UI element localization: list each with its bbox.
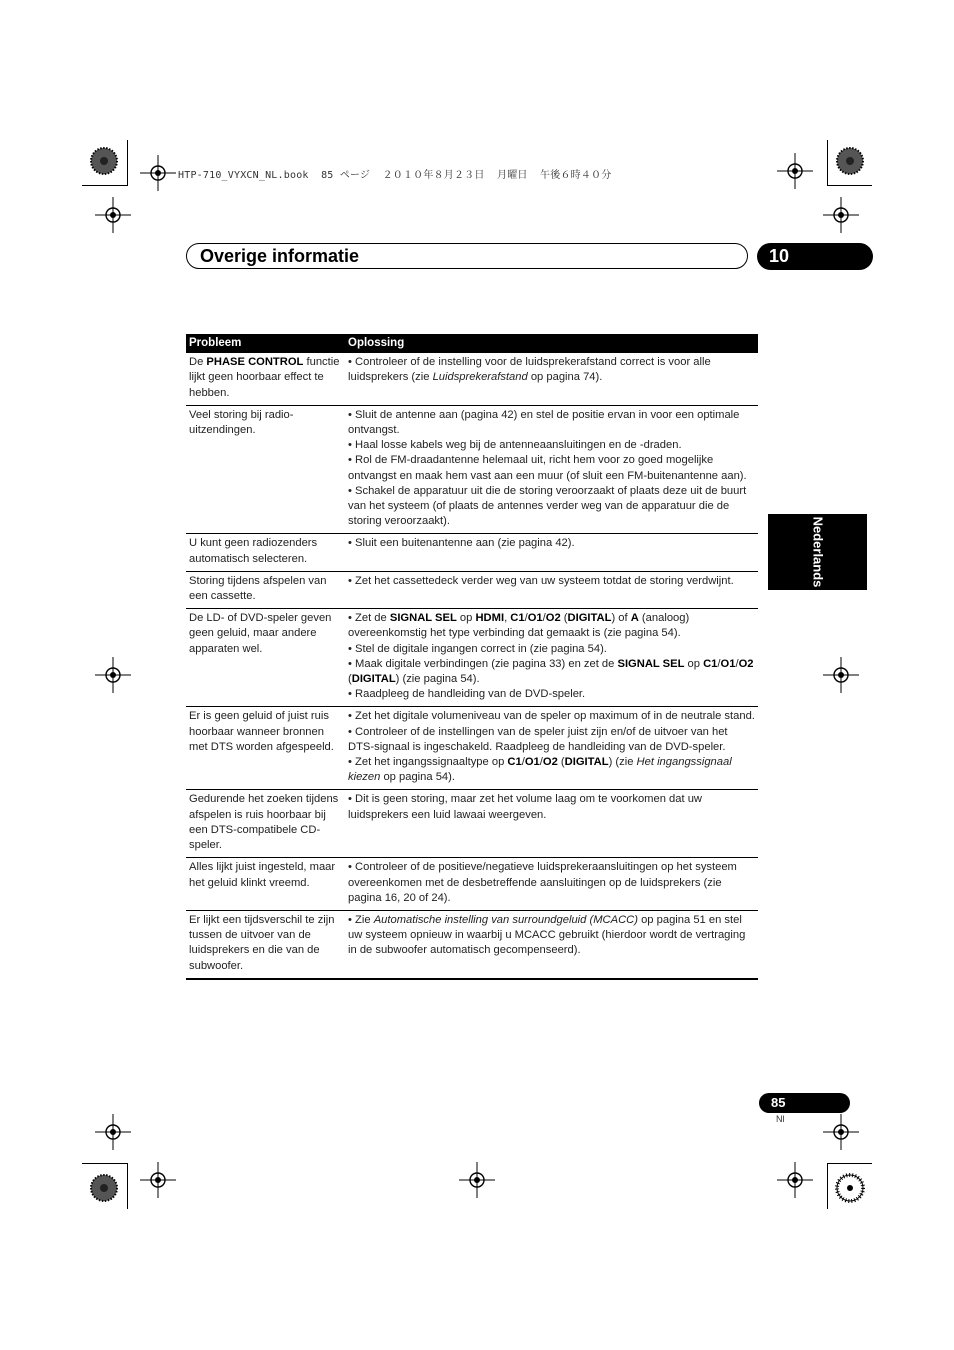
solution-line: • Zet het digitale volumeniveau van de speler op maximum of in de neutrale stand. bbox=[348, 710, 755, 723]
solution-line: • Controleer of de instelling voor de luidsprekerafstand correct is voor alle luidsprekers (zie Luidsprekerafstand op pagina 74). bbox=[348, 356, 711, 384]
solution-line: • Raadpleeg de handleiding van de DVD-speler. bbox=[348, 688, 586, 701]
solution-cell bbox=[345, 353, 758, 405]
color-target-icon bbox=[835, 1173, 865, 1203]
solution-line: • Zet het cassettedeck verder weg van uw systeem totdat de storing verdwijnt. bbox=[348, 574, 734, 587]
table-row bbox=[186, 790, 758, 858]
table-row bbox=[186, 405, 758, 534]
color-target-icon bbox=[835, 146, 865, 176]
solution-line: • Haal losse kabels weg bij de antenneaansluitingen en de -draden. bbox=[348, 439, 682, 452]
crop-mark bbox=[827, 1163, 828, 1209]
crop-mark bbox=[82, 185, 127, 186]
language-tab bbox=[768, 514, 867, 590]
color-target-icon bbox=[89, 1173, 119, 1203]
table-row bbox=[186, 534, 758, 571]
registration-mark-icon bbox=[777, 1162, 813, 1198]
problem-cell: U kunt geen radiozenders automatisch selecteren. bbox=[186, 534, 345, 571]
registration-mark-icon bbox=[823, 197, 859, 233]
solution-line: • Dit is geen storing, maar zet het volume laag om te voorkomen dat uw luidsprekers een luid lawaai weergeven. bbox=[348, 793, 703, 821]
crop-mark bbox=[827, 140, 828, 186]
problem-cell: De PHASE CONTROL functie lijkt geen hoorbaar effect te hebben. bbox=[189, 356, 340, 399]
table-row bbox=[186, 707, 758, 790]
solution-cell bbox=[345, 571, 758, 608]
solution-line: • Sluit de antenne aan (pagina 42) en stel de positie ervan in voor een optimale ontvangst. bbox=[348, 408, 740, 437]
problem-cell: Gedurende het zoeken tijdens afspelen is ruis hoorbaar bij een DTS-compatibele CD-speler. bbox=[186, 790, 345, 858]
table-row bbox=[186, 353, 758, 405]
solution-cell bbox=[345, 858, 758, 911]
solution-cell bbox=[345, 609, 758, 707]
chapter-number: 10 bbox=[757, 243, 873, 270]
table-header-row bbox=[186, 334, 758, 353]
solution-cell bbox=[345, 790, 758, 858]
column-header-solution: Oplossing bbox=[345, 334, 758, 353]
registration-mark-icon bbox=[95, 197, 131, 233]
print-header: HTP-710_VYXCN_NL.book 85 ページ ２０１０年８月２３日 月曜日 午後６時４０分 bbox=[178, 170, 612, 181]
solution-line: • Maak digitale verbindingen (zie pagina 33) en zet de SIGNAL SEL op C1/O1/O2 (DIGITAL) (zie pagina 54). bbox=[348, 657, 754, 686]
problem-cell: De LD- of DVD-speler geven geen geluid, maar andere apparaten wel. bbox=[186, 609, 345, 707]
registration-mark-icon bbox=[823, 1114, 859, 1150]
table-row bbox=[186, 571, 758, 608]
table-row bbox=[186, 609, 758, 707]
registration-mark-icon bbox=[95, 657, 131, 693]
registration-mark-icon bbox=[95, 1114, 131, 1150]
language-tab-label: Nederlands bbox=[810, 516, 826, 588]
table-row bbox=[186, 910, 758, 978]
solution-line: • Zet het ingangssignaaltype op C1/O1/O2 (DIGITAL) (zie Het ingangssignaal kiezen op pagina 54). bbox=[348, 756, 732, 784]
solution-line: • Controleer of de instellingen van de speler juist zijn en/of de uitvoer van het DTS-signaal is ingeschakeld. Raadpleeg de handleiding van de DVD-speler. bbox=[348, 725, 728, 753]
registration-mark-icon bbox=[140, 155, 176, 191]
table-row bbox=[186, 858, 758, 911]
solution-line: • Schakel de apparatuur uit die de storing veroorzaakt of plaats deze uit de buurt van het systeem (of plaats de antennes verder weg van de apparatuur die de storing veroorzaakt). bbox=[348, 484, 747, 528]
crop-mark bbox=[82, 1163, 127, 1164]
problem-cell: Storing tijdens afspelen van een cassette. bbox=[186, 571, 345, 608]
problem-cell: Er is geen geluid of juist ruis hoorbaar wanneer bronnen met DTS worden afgespeeld. bbox=[186, 707, 345, 790]
chapter-title: Overige informatie bbox=[200, 246, 360, 266]
solution-line: • Rol de FM-draadantenne helemaal uit, richt hem voor zo goed mogelijke ontvangst en maak hem vast aan een muur (of sluit een FM-buitenantenne aan). bbox=[348, 454, 747, 482]
crop-mark bbox=[127, 1163, 128, 1209]
solution-line: • Sluit een buitenantenne aan (zie pagina 42). bbox=[348, 537, 575, 550]
page-language-code: Nl bbox=[776, 1114, 785, 1124]
registration-mark-icon bbox=[459, 1162, 495, 1198]
solution-line: • Stel de digitale ingangen correct in (zie pagina 54). bbox=[348, 642, 607, 655]
crop-mark bbox=[127, 140, 128, 186]
solution-line: • Zet de SIGNAL SEL op HDMI, C1/O1/O2 (DIGITAL) of A (analoog) overeenkomstig het type verbinding dat gemaakt is (zie pagina 54). bbox=[348, 612, 690, 640]
problem-cell: Alles lijkt juist ingesteld, maar het geluid klinkt vreemd. bbox=[186, 858, 345, 911]
registration-mark-icon bbox=[823, 657, 859, 693]
column-header-problem: Probleem bbox=[186, 334, 345, 353]
registration-mark-icon bbox=[140, 1162, 176, 1198]
crop-mark bbox=[827, 1163, 872, 1164]
problem-cell: Er lijkt een tijdsverschil te zijn tussen de uitvoer van de luidsprekers en die van de subwoofer. bbox=[186, 910, 345, 978]
solution-cell bbox=[345, 707, 758, 790]
solution-cell bbox=[345, 534, 758, 571]
solution-cell bbox=[345, 910, 758, 978]
crop-mark bbox=[827, 185, 872, 186]
registration-mark-icon bbox=[777, 153, 813, 189]
color-target-icon bbox=[89, 146, 119, 176]
solution-line: • Controleer of de positieve/negatieve luidsprekeraansluitingen op het systeem overeenkomen met de desbetreffende aansluitingen op de luidsprekers (zie pagina 16, 20 of 24). bbox=[348, 861, 737, 904]
problem-cell: Veel storing bij radio-uitzendingen. bbox=[186, 405, 345, 534]
solution-line: • Zie Automatische instelling van surroundgeluid (MCACC) op pagina 51 en stel uw systeem opnieuw in waarbij u MCACC gebruikt (hierdoor wordt de vertraging in de subwoofer automatisch gecompenseerd). bbox=[348, 913, 746, 957]
solution-cell bbox=[345, 405, 758, 534]
page-number: 85 bbox=[759, 1093, 850, 1113]
chapter-header bbox=[186, 243, 748, 269]
troubleshooting-table bbox=[186, 334, 758, 980]
